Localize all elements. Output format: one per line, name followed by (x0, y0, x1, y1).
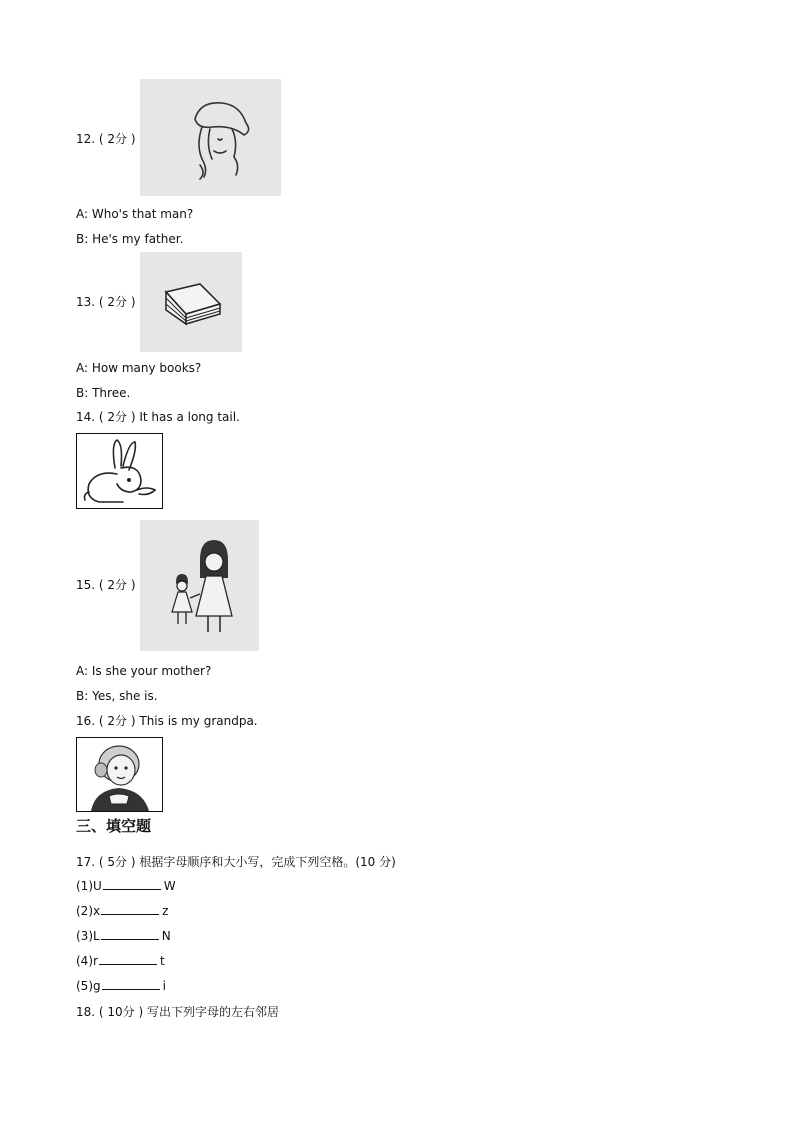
q12-girl-hat-image (140, 79, 281, 196)
q16-question (76, 713, 258, 729)
letter-after: i (162, 979, 166, 993)
q15-line-b: B: Yes, she is. (76, 689, 158, 703)
q18-instruction: 写出下列字母的左右邻居 (147, 1005, 280, 1019)
item-number: (2) (76, 904, 93, 918)
q13-line-a: A: How many books? (76, 361, 202, 375)
letter-before: L (93, 929, 100, 943)
q17-question (76, 854, 396, 870)
q13-books-image (140, 252, 242, 352)
q15-label: 15. ( 2分 ) (76, 578, 136, 592)
item-number: (1) (76, 879, 93, 893)
letter-before: U (93, 879, 102, 893)
q17-item (76, 903, 168, 919)
q14-label: 14. ( 2分 ) (76, 410, 136, 424)
q15-line-a: A: Is she your mother? (76, 664, 212, 678)
letter-after: t (159, 954, 165, 968)
q17-item (76, 878, 176, 894)
answer-blank[interactable] (99, 953, 157, 965)
q18-question (76, 1004, 279, 1020)
letter-after: W (163, 879, 176, 893)
letter-before: r (93, 954, 98, 968)
letter-before: g (93, 979, 101, 993)
q13-line-b: B: Three. (76, 386, 131, 400)
q17-label: 17. ( 5分 ) (76, 855, 136, 869)
q14-rabbit-image (76, 433, 163, 509)
letter-before: x (93, 904, 101, 918)
item-number: (3) (76, 929, 93, 943)
q16-label: 16. ( 2分 ) (76, 714, 136, 728)
answer-blank[interactable] (103, 878, 161, 890)
q17-item (76, 953, 165, 969)
item-number: (4) (76, 954, 93, 968)
q17-item (76, 928, 171, 944)
q12-label: 12. ( 2分 ) (76, 132, 136, 146)
answer-blank[interactable] (102, 978, 160, 990)
answer-blank[interactable] (101, 928, 159, 940)
letter-after: N (161, 929, 171, 943)
item-number: (5) (76, 979, 93, 993)
q18-label: 18. ( 10分 ) (76, 1005, 144, 1019)
q12-line-b: B: He's my father. (76, 232, 184, 246)
letter-after: z (162, 904, 169, 918)
q16-text: This is my grandpa. (139, 714, 258, 728)
q14-question (76, 409, 240, 425)
answer-blank[interactable] (101, 903, 159, 915)
q13-label: 13. ( 2分 ) (76, 295, 136, 309)
q17-item (76, 978, 166, 994)
q12-line-a: A: Who's that man? (76, 207, 194, 221)
q15-mother-child-image (140, 520, 259, 651)
section-title: 三、填空题 (76, 817, 152, 835)
q14-text: It has a long tail. (139, 410, 240, 424)
q16-grandmother-image (76, 737, 163, 812)
q17-instruction: 根据字母顺序和大小写，完成下列空格。(10 分) (139, 855, 396, 869)
